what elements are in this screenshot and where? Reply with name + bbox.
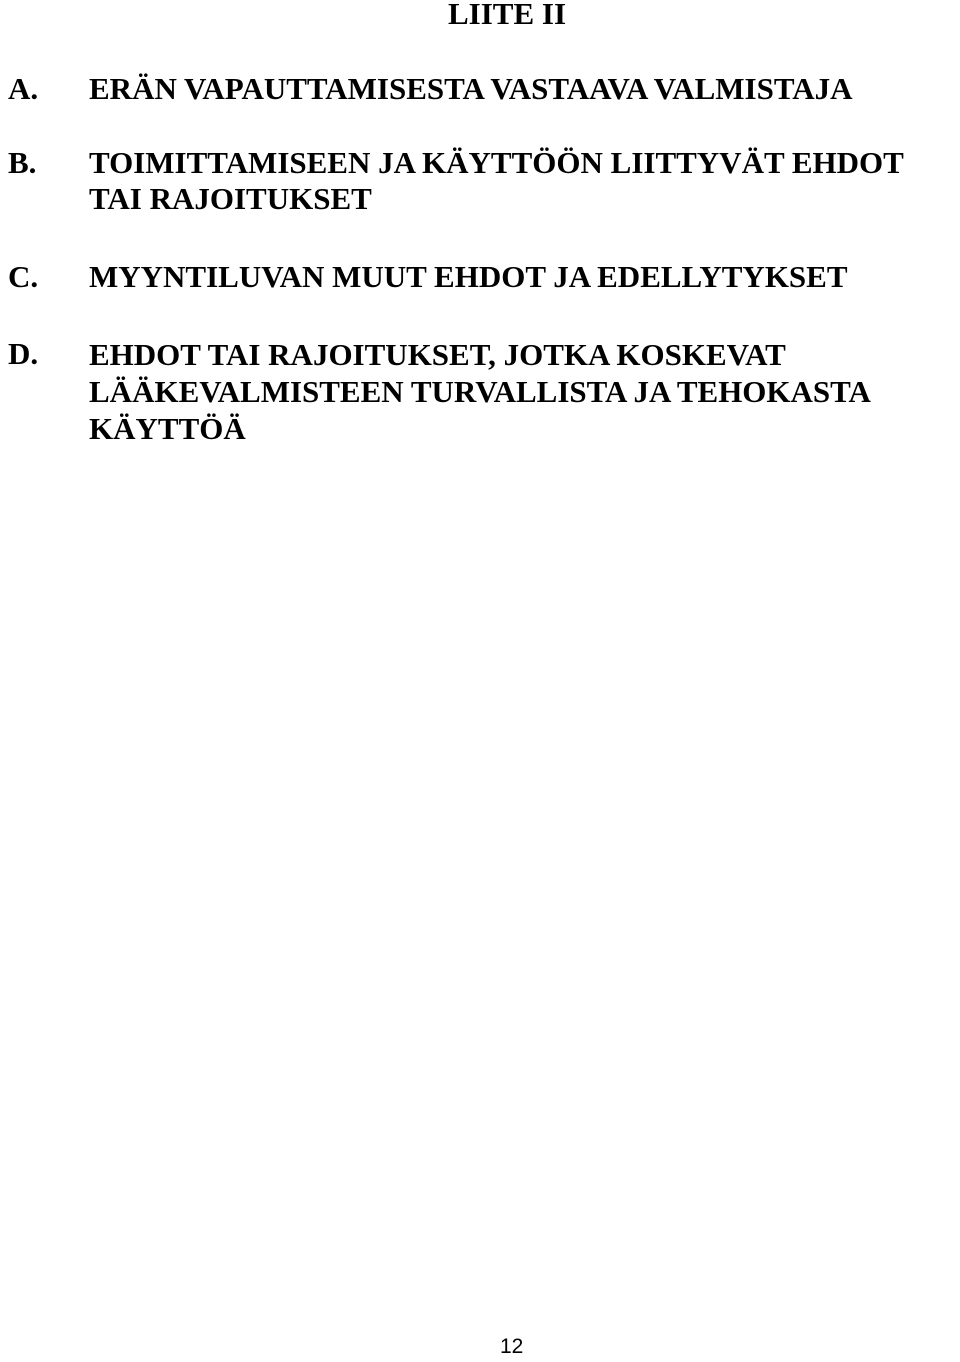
heading-line: EHDOT TAI RAJOITUKSET, JOTKA KOSKEVAT [89,337,786,372]
section-letter: C. [8,259,39,294]
section-heading [89,71,957,107]
section-heading [89,145,957,217]
heading-line: KÄYTTÖÄ [89,411,246,446]
heading-line: TAI RAJOITUKSET [89,181,372,216]
section-heading [89,336,957,447]
section-letter: D. [8,336,39,371]
section-letter: B. [8,145,37,180]
annex-title: LIITE II [448,0,567,31]
heading-line: MYYNTILUVAN MUUT EHDOT JA EDELLYTYKSET [89,259,848,294]
section-heading [89,259,957,295]
section-letter: A. [8,71,39,106]
heading-line: ERÄN VAPAUTTAMISESTA VASTAAVA VALMISTAJA [89,71,853,106]
page-number: 12 [500,1335,524,1358]
heading-line: LÄÄKEVALMISTEEN TURVALLISTA JA TEHOKASTA [89,374,871,409]
heading-line: TOIMITTAMISEEN JA KÄYTTÖÖN LIITTYVÄT EHDOT [89,145,904,180]
